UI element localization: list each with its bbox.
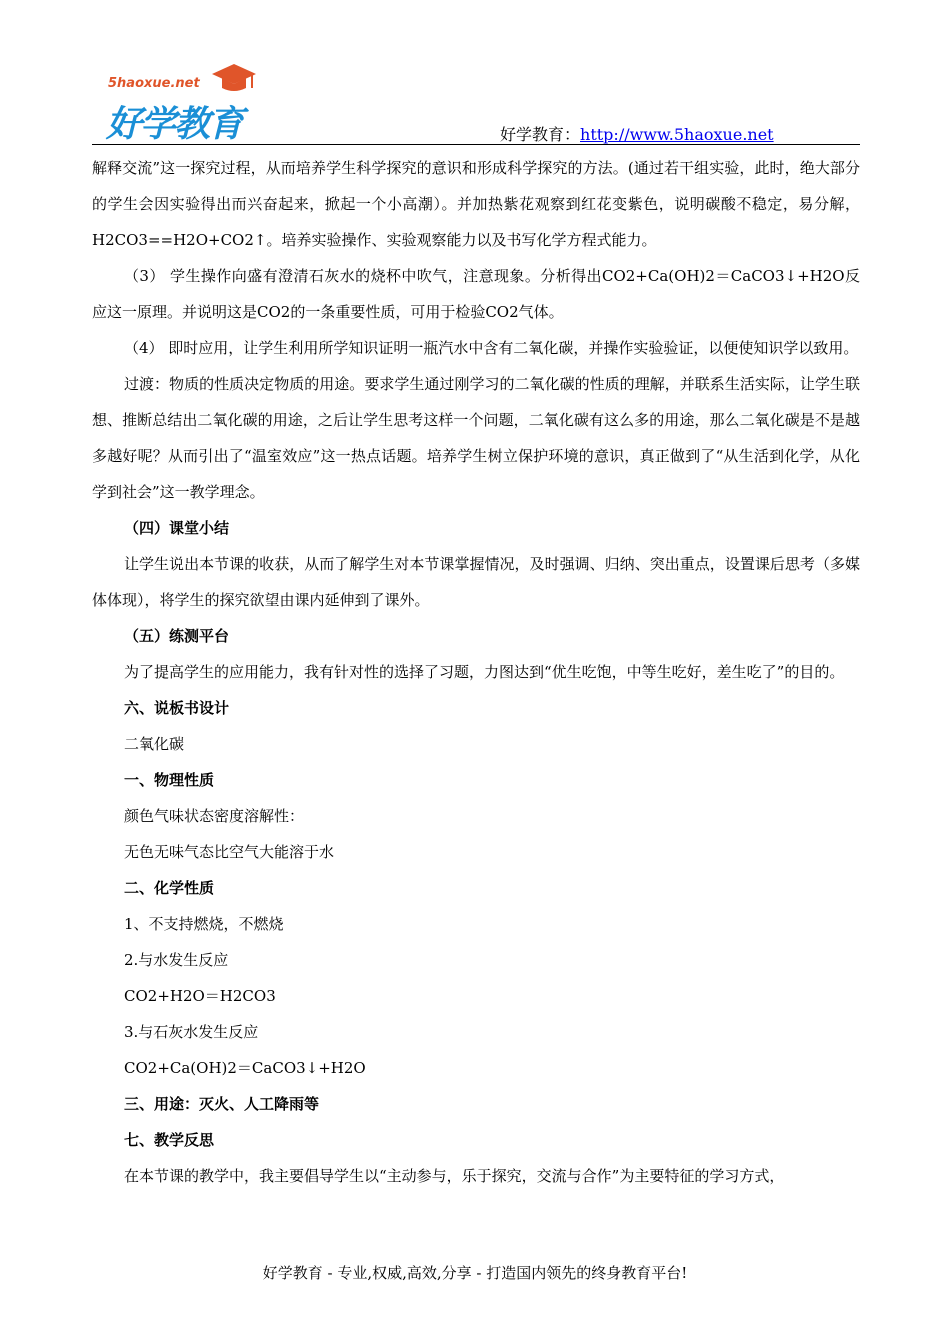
- header-divider: [92, 144, 860, 145]
- board-heading: 二、化学性质: [124, 879, 215, 897]
- section-heading: 七、教学反思: [124, 1131, 215, 1149]
- section-heading: （四）课堂小结: [124, 519, 230, 537]
- board-heading: 三、用途：灭火、人工降雨等: [124, 1095, 320, 1113]
- paragraph: 为了提高学生的应用能力，我有针对性的选择了习题，力图达到“优生吃饱，中等生吃好，差生吃了”的目的。: [124, 663, 845, 681]
- paragraph: 解释交流”这一探究过程，从而培养学生科学探究的意识和形成科学探究的方法。(通过若干组实验，此时，绝大部分的学生会因实验得出而兴奋起来，掀起一个小高潮）。并加热紫花观察到红花变紫色，说明碳酸不稳定，易分解，H2CO3==H2O+CO2↑。培养实验操作、实验观察能力以及书写化学方程式能力。: [92, 159, 860, 249]
- paragraph: （3） 学生操作向盛有澄清石灰水的烧杯中吹气，注意现象。分析得出CO2+Ca(OH)2＝CaCO3↓+H2O反应这一原理。并说明这是CO2的一条重要性质，可用于检验CO2气体。: [92, 267, 860, 321]
- board-line: 无色无味气态比空气大能溶于水: [124, 843, 335, 861]
- document-body: [92, 150, 860, 1194]
- header-site-info: [500, 122, 774, 145]
- logo-small-text: 5haoxue.net: [108, 76, 200, 91]
- board-line: CO2+H2O＝H2CO3: [124, 987, 276, 1005]
- board-heading: 一、物理性质: [124, 771, 215, 789]
- logo: [106, 62, 266, 145]
- board-line: 颜色气味状态密度溶解性：: [124, 807, 305, 825]
- logo-main-text: 好学教育: [106, 104, 243, 145]
- site-url-link[interactable]: http://www.5haoxue.net: [580, 125, 774, 144]
- page-footer: 好学教育 - 专业,权威,高效,分享 - 打造国内领先的终身教育平台!: [262, 1264, 688, 1282]
- paragraph: 让学生说出本节课的收获，从而了解学生对本节课掌握情况，及时强调、归纳、突出重点，设置课后思考（多媒体体现），将学生的探究欲望由课内延伸到了课外。: [92, 555, 860, 609]
- paragraph: 过渡：物质的性质决定物质的用途。要求学生通过刚学习的二氧化碳的性质的理解，并联系生活实际，让学生联想、推断总结出二氧化碳的用途，之后让学生思考这样一个问题，二氧化碳有这么多的用途，那么二氧化碳是不是越多越好呢？从而引出了“温室效应”这一热点话题。培养学生树立保护环境的意识，真正做到了“从生活到化学，从化学到社会”这一教学理念。: [92, 375, 860, 501]
- section-heading: （五）练测平台: [124, 627, 230, 645]
- paragraph: （4） 即时应用，让学生利用所学知识证明一瓶汽水中含有二氧化碳，并操作实验验证，以便使知识学以致用。: [124, 339, 859, 357]
- board-line: 3.与石灰水发生反应: [124, 1023, 259, 1041]
- board-line: 二氧化碳: [124, 735, 185, 753]
- org-name: 好学教育：: [500, 125, 581, 144]
- board-line: CO2+Ca(OH)2＝CaCO3↓+H2O: [124, 1059, 366, 1077]
- board-line: 1、不支持燃烧，不燃烧: [124, 915, 284, 933]
- board-line: 2.与水发生反应: [124, 951, 229, 969]
- paragraph: 在本节课的教学中，我主要倡导学生以“主动参与，乐于探究，交流与合作”为主要特征的学习方式，: [124, 1167, 785, 1185]
- graduation-cap-icon: [210, 62, 258, 96]
- section-heading: 六、说板书设计: [124, 699, 230, 717]
